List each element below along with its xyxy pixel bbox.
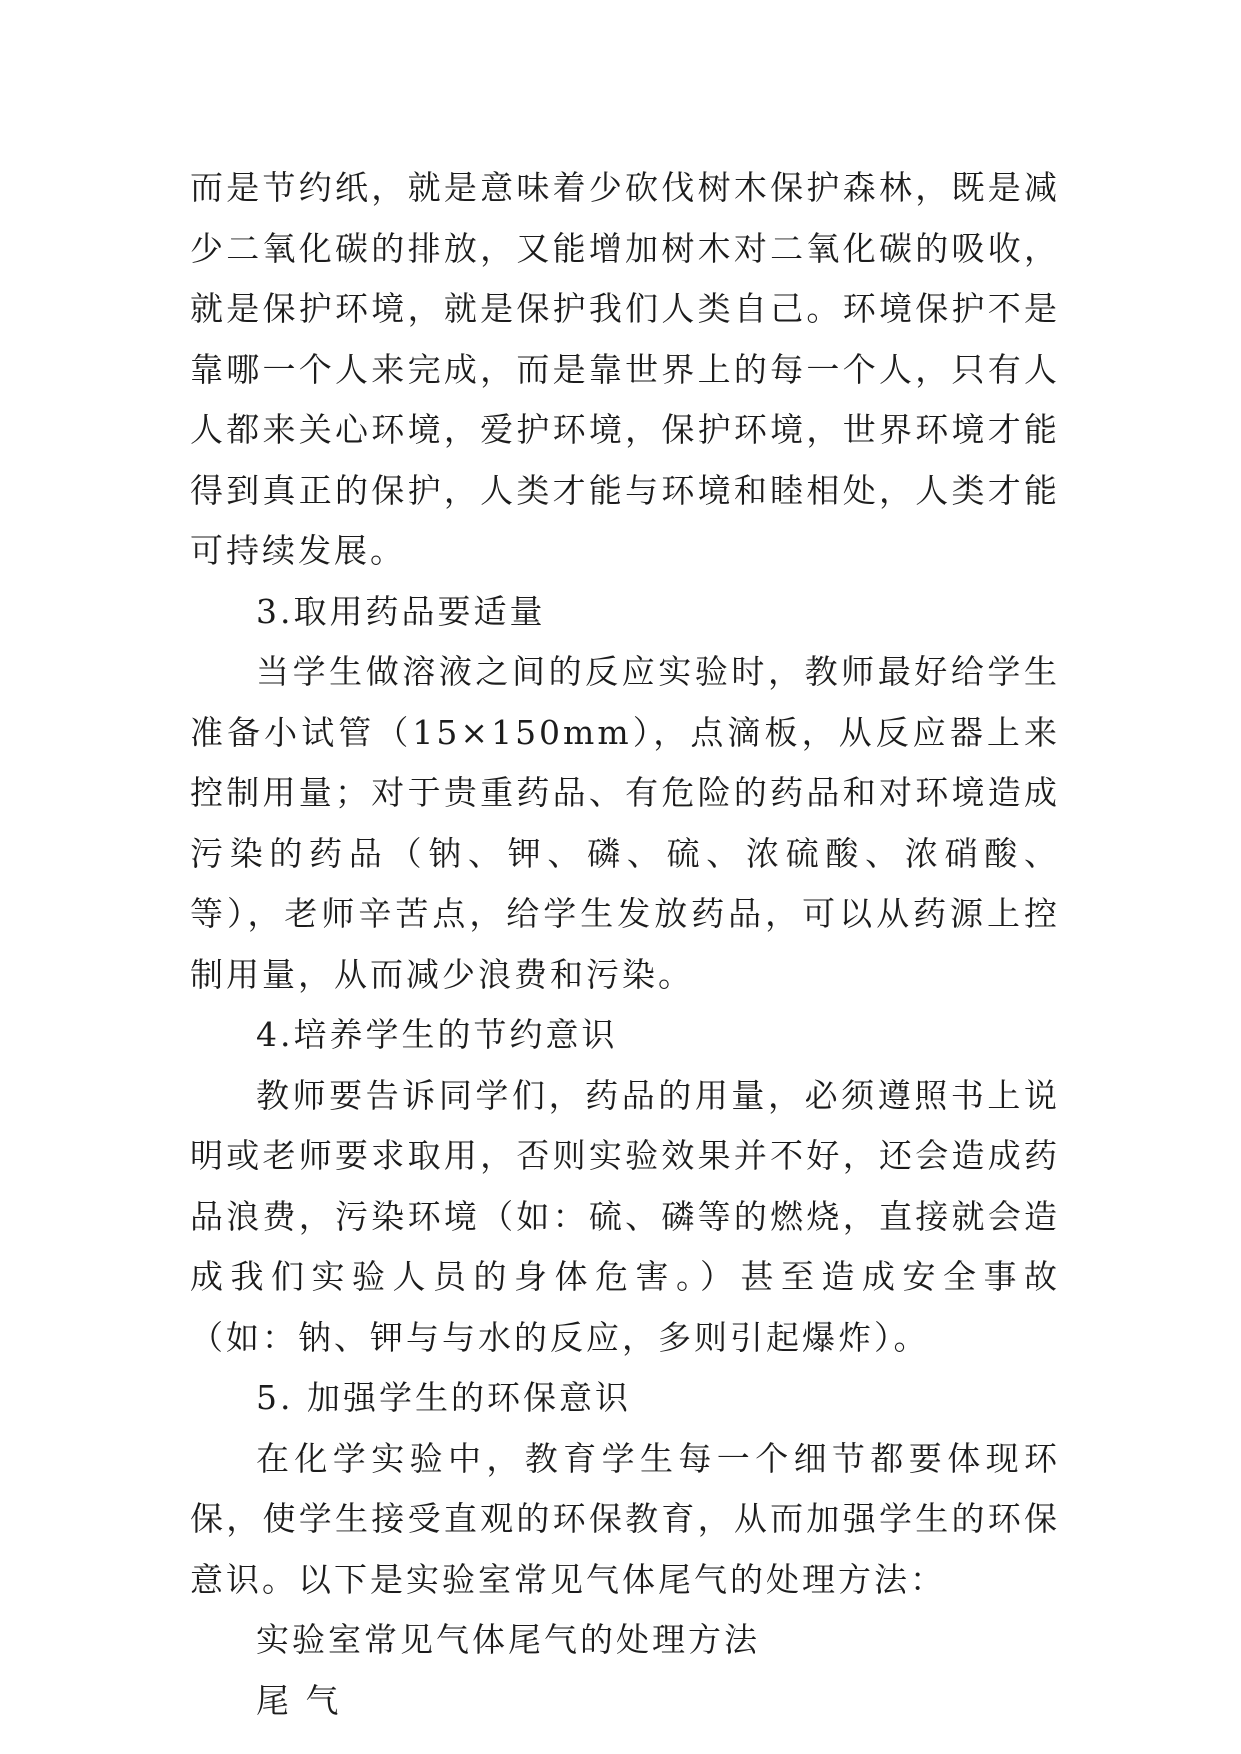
heading-saving-awareness: 4.培养学生的节约意识 [256,1015,618,1054]
document-page [190,158,1060,1731]
paragraph-saving-awareness: 教师要告诉同学们，药品的用量，必须遵照书上说明或老师要求取用，否则实验效果并不好，还会造成药品浪费，污染环境（如：硫、磷等的燃烧，直接就会造成我们实验人员的身体危害。）甚至造成安全事故（如：钠、钾与与水的反应，多则引起爆炸）。 [190,1075,1060,1357]
paragraph-forest-protection: 而是节约纸，就是意味着少砍伐树木保护森林，既是减少二氧化碳的排放，又能增加树木对二氧化碳的吸收，就是保护环境，就是保护我们人类自己。环境保护不是靠哪一个人来完成，而是靠世界上的每一个人，只有人人都来关心环境，爱护环境，保护环境，世界环境才能得到真正的保护，人类才能与环境和睦相处，人类才能可持续发展。 [190,168,1060,570]
table-header-tail-gas: 尾 气 [256,1680,342,1720]
paragraph-environmental-awareness: 在化学实验中，教育学生每一个细节都要体现环保，使学生接受直观的环保教育，从而加强学生的环保意识。以下是实验室常见气体尾气的处理方法： [190,1438,1060,1599]
heading-reagent-amount: 3.取用药品要适量 [256,591,546,631]
heading-environmental-awareness: 5. 加强学生的环保意识 [256,1378,631,1417]
paragraph-reagent-amount: 当学生做溶液之间的反应实验时，教师最好给学生准备小试管（15×150mm），点滴板，从反应器上来控制用量；对于贵重药品、有危险的药品和对环境造成污染的药品（钠、钾、磷、硫、浓硫酸、浓硝酸、等），老师辛苦点，给学生发放药品，可以从药源上控制用量，从而减少浪费和污染。 [190,652,1060,994]
heading-tail-gas-methods: 实验室常见气体尾气的处理方法 [256,1620,760,1659]
